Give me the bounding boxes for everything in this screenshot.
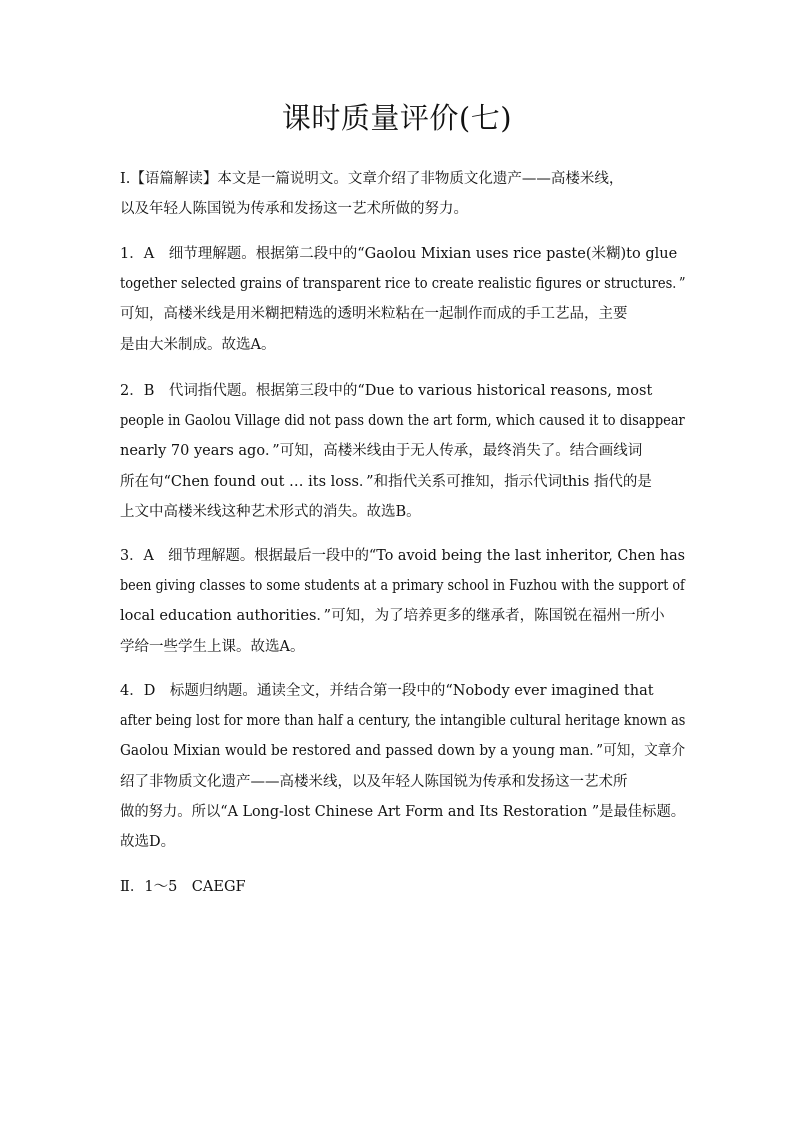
page-title: 课时质量评价(七) <box>281 101 513 135</box>
text-line: 上文中高楼米线这种艺术形式的消失。故选B。 <box>120 503 421 520</box>
text-line: nearly 70 years ago．”可知，高楼米线由于无人传承，最终消失了。结合画线词 <box>120 443 643 460</box>
text-line: 可知，高楼米线是用米糊把精选的透明米粒粘在一起制作而成的手工艺品，主要 <box>120 306 628 323</box>
section-2-answers <box>120 872 680 902</box>
text-line: local education authorities．”可知，为了培养更多的继承者，陈国锐在福州一所小 <box>120 608 665 625</box>
text-line: people in Gaolou Village did not pass down the art form, which caused it to disappear <box>120 413 685 430</box>
text-line: 以及年轻人陈国锐为传承和发扬这一艺术所做的努力。 <box>120 201 468 218</box>
text-line: 所在句“Chen found out … its loss．”和指代关系可推知，指示代词this 指代的是 <box>120 473 652 490</box>
answer-4-paragraph <box>120 676 686 857</box>
text-line: 1．A 细节理解题。根据第二段中的“Gaolou Mixian uses rice paste(米糊)to glue <box>120 246 678 262</box>
text-line: after being lost for more than half a century, the intangible cultural heritage known as <box>120 713 686 730</box>
text-line: 3．A 细节理解题。根据最后一段中的“To avoid being the last inheritor, Chen has <box>120 548 686 564</box>
answer-3-paragraph <box>120 541 686 662</box>
text-line: 做的努力。所以“A Long-lost Chinese Art Form and Its Restoration ”是最佳标题。 <box>120 803 686 820</box>
text-line: 绍了非物质文化遗产——高楼米线，以及年轻人陈国锐为传承和发扬这一艺术所 <box>120 773 628 790</box>
text-line: Ⅰ.【语篇解读】本文是一篇说明文。文章介绍了非物质文化遗产——高楼米线， <box>120 171 624 187</box>
text-line: 是由大米制成。故选A。 <box>120 336 276 353</box>
text-line: 故选D。 <box>120 834 176 851</box>
reading-summary-paragraph <box>120 164 680 224</box>
text-line: 4．D 标题归纳题。通读全文，并结合第一段中的“Nobody ever imagined that <box>120 683 654 699</box>
text-line: Gaolou Mixian would be restored and passed down by a young man．”可知，文章介 <box>120 743 686 760</box>
text-line: 2．B 代词指代题。根据第三段中的“Due to various historical reasons, most <box>120 383 653 399</box>
text-line: 学给一些学生上课。故选A。 <box>120 638 305 655</box>
text-line: Ⅱ．1～5 CAEGF <box>120 879 246 895</box>
text-line: been giving classes to some students at a primary school in Fuzhou with the support of <box>120 578 685 595</box>
answer-1-paragraph <box>120 239 686 360</box>
answer-2-paragraph <box>120 376 685 527</box>
text-line: together selected grains of transparent rice to create realistic figures or structures．” <box>120 276 686 293</box>
